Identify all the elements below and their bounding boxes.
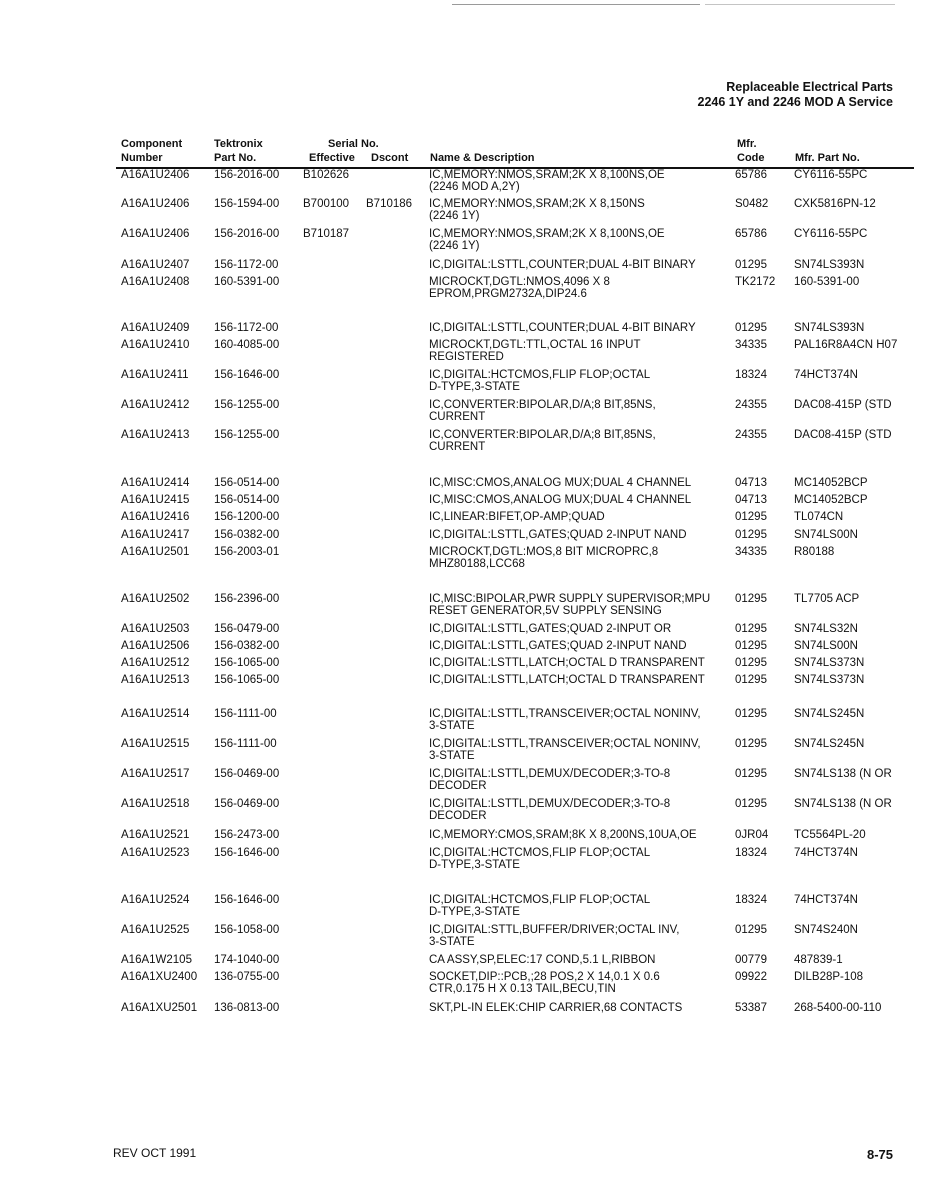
column-header-component-line-2: Number [121, 152, 163, 164]
part-description [429, 738, 701, 762]
mfr-code: 01295 [735, 708, 767, 720]
description-line: IC,LINEAR:BIFET,OP-AMP;QUAD [429, 511, 605, 523]
tektronix-part-number: 156-0479-00 [214, 623, 280, 635]
part-description [429, 477, 691, 489]
description-line: IC,DIGITAL:HCTCMOS,FLIP FLOP;OCTAL [429, 894, 651, 906]
mfr-code: 01295 [735, 674, 767, 686]
description-line: IC,DIGITAL:HCTCMOS,FLIP FLOP;OCTAL [429, 369, 651, 381]
part-description [429, 322, 696, 334]
column-header-mfr-code-line-1: Mfr. [737, 138, 757, 150]
mfr-code: 18324 [735, 847, 767, 859]
column-header-tektronix-line-1: Tektronix [214, 138, 263, 150]
component-number: A16A1U2502 [121, 593, 190, 605]
mfr-code: 01295 [735, 798, 767, 810]
description-line: IC,DIGITAL:LSTTL,GATES;QUAD 2-INPUT NAND [429, 640, 687, 652]
component-number: A16A1U2413 [121, 429, 190, 441]
column-header-component [121, 137, 182, 165]
component-number: A16A1U2513 [121, 674, 190, 686]
mfr-part-number: 268-5400-00-110 [794, 1002, 882, 1014]
part-description [429, 494, 691, 506]
mfr-part-number: SN74LS245N [794, 738, 865, 750]
description-line: IC,DIGITAL:LSTTL,LATCH;OCTAL D TRANSPARENT [429, 657, 705, 669]
mfr-code: 65786 [735, 228, 767, 240]
mfr-part-number: SN74LS393N [794, 259, 865, 271]
component-number: A16A1W2105 [121, 954, 192, 966]
mfr-code: 01295 [735, 623, 767, 635]
component-number: A16A1U2412 [121, 399, 190, 411]
column-header-serial-title: Serial No. [328, 138, 379, 150]
description-line: IC,MISC:CMOS,ANALOG MUX;DUAL 4 CHANNEL [429, 494, 692, 506]
description-line: IC,MISC:BIPOLAR,PWR SUPPLY SUPERVISOR;MPU [429, 593, 711, 605]
component-number: A16A1U2408 [121, 276, 190, 288]
title-line-2: 2246 1Y and 2246 MOD A Service [697, 95, 893, 109]
description-line: CURRENT [429, 411, 486, 423]
tektronix-part-number: 156-0382-00 [214, 529, 280, 541]
component-number: A16A1XU2400 [121, 971, 198, 983]
description-line: IC,DIGITAL:LSTTL,COUNTER;DUAL 4-BIT BINARY [429, 322, 696, 334]
description-line: IC,MEMORY:NMOS,SRAM;2K X 8,150NS [429, 198, 645, 210]
part-description [429, 708, 701, 732]
description-line: DECODER [429, 780, 487, 792]
part-description [429, 847, 650, 871]
description-line: SOCKET,DIP::PCB,;28 POS,2 X 14,0.1 X 0.6 [429, 971, 660, 983]
component-number: A16A1U2414 [121, 477, 190, 489]
component-number: A16A1U2417 [121, 529, 190, 541]
mfr-part-number: CY6116-55PC [794, 228, 868, 240]
component-number: A16A1U2501 [121, 546, 190, 558]
part-description [429, 954, 656, 966]
tektronix-part-number: 160-4085-00 [214, 339, 280, 351]
tektronix-part-number: 174-1040-00 [214, 954, 280, 966]
mfr-code: 65786 [735, 169, 767, 181]
component-number: A16A1U2514 [121, 708, 190, 720]
part-description [429, 369, 650, 393]
column-header-mfr-part: Mfr. Part No. [795, 152, 860, 164]
mfr-code: 24355 [735, 429, 767, 441]
mfr-part-number: 160-5391-00 [794, 276, 860, 288]
component-number: A16A1U2409 [121, 322, 190, 334]
mfr-part-number: MC14052BCP [794, 494, 868, 506]
component-number: A16A1U2503 [121, 623, 190, 635]
part-description [429, 399, 656, 423]
component-number: A16A1U2410 [121, 339, 190, 351]
mfr-code: 34335 [735, 546, 767, 558]
mfr-part-number: DILB28P-108 [794, 971, 864, 983]
component-number: A16A1U2407 [121, 259, 190, 271]
mfr-code: 34335 [735, 339, 767, 351]
mfr-code: 01295 [735, 738, 767, 750]
component-number: A16A1U2521 [121, 829, 190, 841]
description-line: IC,DIGITAL:LSTTL,GATES;QUAD 2-INPUT NAND [429, 529, 687, 541]
top-rule [452, 4, 700, 5]
tektronix-part-number: 156-1646-00 [214, 894, 280, 906]
description-line: IC,MEMORY:CMOS,SRAM;8K X 8,200NS,10UA,OE [429, 829, 697, 841]
description-line: IC,MEMORY:NMOS,SRAM;2K X 8,100NS,OE [429, 169, 665, 181]
serial-effective: B700100 [303, 198, 350, 210]
mfr-part-number: 487839-1 [794, 954, 843, 966]
description-line: IC,CONVERTER:BIPOLAR,D/A;8 BIT,85NS, [429, 429, 656, 441]
tektronix-part-number: 156-1111-00 [214, 738, 277, 750]
column-header-mfr-code [737, 137, 765, 165]
mfr-code: 01295 [735, 657, 767, 669]
mfr-code: 04713 [735, 494, 767, 506]
mfr-code: 01295 [735, 924, 767, 936]
column-header-effective: Effective [309, 152, 355, 164]
tektronix-part-number: 156-1255-00 [214, 429, 280, 441]
mfr-part-number: PAL16R8A4CN H07 [794, 339, 898, 351]
mfr-part-number: TL7705 ACP [794, 593, 860, 605]
part-description [429, 339, 641, 363]
serial-effective: B710187 [303, 228, 350, 240]
tektronix-part-number: 156-2473-00 [214, 829, 280, 841]
column-header-dscont: Dscont [371, 152, 409, 164]
page-title [698, 80, 893, 110]
tektronix-part-number: 156-1646-00 [214, 847, 280, 859]
tektronix-part-number: 156-0469-00 [214, 768, 280, 780]
description-line: D-TYPE,3-STATE [429, 381, 520, 393]
mfr-code: 01295 [735, 593, 767, 605]
mfr-part-number: SN74LS32N [794, 623, 858, 635]
component-number: A16A1U2506 [121, 640, 190, 652]
tektronix-part-number: 156-1172-00 [214, 322, 279, 334]
part-description [429, 429, 656, 453]
component-number: A16A1U2517 [121, 768, 190, 780]
component-number: A16A1U2411 [121, 369, 189, 381]
part-description [429, 546, 658, 570]
revision-date: REV OCT 1991 [113, 1146, 197, 1160]
mfr-code: 01295 [735, 259, 767, 271]
tektronix-part-number: 156-2003-01 [214, 546, 280, 558]
component-number: A16A1U2525 [121, 924, 190, 936]
description-line: IC,DIGITAL:LSTTL,LATCH;OCTAL D TRANSPARENT [429, 674, 705, 686]
mfr-code: 01295 [735, 768, 767, 780]
tektronix-part-number: 156-1172-00 [214, 259, 279, 271]
description-line: IC,DIGITAL:LSTTL,TRANSCEIVER;OCTAL NONINV, [429, 738, 701, 750]
description-line: MICROCKT,DGTL:MOS,8 BIT MICROPRC,8 [429, 546, 659, 558]
mfr-part-number: 74HCT374N [794, 894, 858, 906]
description-line: CTR,0.175 H X 0.13 TAIL,BECU,TIN [429, 983, 616, 995]
description-line: IC,MEMORY:NMOS,SRAM;2K X 8,100NS,OE [429, 228, 665, 240]
tektronix-part-number: 156-0469-00 [214, 798, 280, 810]
tektronix-part-number: 156-1111-00 [214, 708, 277, 720]
component-number: A16A1U2406 [121, 198, 190, 210]
mfr-code: 01295 [735, 529, 767, 541]
column-header-name-description: Name & Description [430, 152, 535, 164]
tektronix-part-number: 156-1646-00 [214, 369, 280, 381]
part-description [429, 924, 679, 948]
description-line: IC,DIGITAL:LSTTL,TRANSCEIVER;OCTAL NONINV, [429, 708, 701, 720]
page-number: 8-75 [866, 1147, 893, 1162]
mfr-part-number: SN74LS245N [794, 708, 865, 720]
description-line: 3-STATE [429, 750, 475, 762]
tektronix-part-number: 156-0382-00 [214, 640, 280, 652]
description-line: 3-STATE [429, 936, 475, 948]
description-line: IC,DIGITAL:STTL,BUFFER/DRIVER;OCTAL INV, [429, 924, 680, 936]
mfr-part-number: TL074CN [794, 511, 844, 523]
column-header-tektronix-line-2: Part No. [214, 152, 257, 164]
description-line: REGISTERED [429, 351, 504, 363]
description-line: EPROM,PRGM2732A,DIP24.6 [429, 288, 587, 300]
part-description [429, 169, 665, 193]
component-number: A16A1U2415 [121, 494, 190, 506]
part-description [429, 511, 605, 523]
part-description [429, 894, 650, 918]
tektronix-part-number: 156-1200-00 [214, 511, 280, 523]
tektronix-part-number: 156-1594-00 [214, 198, 280, 210]
component-number: A16A1U2524 [121, 894, 190, 906]
component-number: A16A1U2416 [121, 511, 190, 523]
description-line: (2246 1Y) [429, 240, 480, 252]
description-line: SKT,PL-IN ELEK:CHIP CARRIER,68 CONTACTS [429, 1002, 683, 1014]
description-line: MICROCKT,DGTL:NMOS,4096 X 8 [429, 276, 610, 288]
description-line: IC,DIGITAL:LSTTL,DEMUX/DECODER;3-TO-8 [429, 798, 671, 810]
mfr-part-number: DAC08-415P (STD [794, 399, 892, 411]
tektronix-part-number: 156-0514-00 [214, 494, 280, 506]
tektronix-part-number: 136-0813-00 [214, 1002, 280, 1014]
mfr-code: 18324 [735, 894, 767, 906]
mfr-code: 24355 [735, 399, 767, 411]
tektronix-part-number: 160-5391-00 [214, 276, 280, 288]
mfr-part-number: DAC08-415P (STD [794, 429, 892, 441]
column-header-mfr-code-line-2: Code [737, 152, 765, 164]
mfr-part-number: 74HCT374N [794, 847, 858, 859]
mfr-part-number: SN74LS138 (N OR [794, 798, 892, 810]
part-description [429, 198, 645, 222]
description-line: MHZ80188,LCC68 [429, 558, 525, 570]
description-line: IC,CONVERTER:BIPOLAR,D/A;8 BIT,85NS, [429, 399, 656, 411]
mfr-code: S0482 [735, 198, 769, 210]
mfr-code: 01295 [735, 640, 767, 652]
serial-effective: B102626 [303, 169, 350, 181]
mfr-code: 0JR04 [735, 829, 769, 841]
description-line: (2246 MOD A,2Y) [429, 181, 520, 193]
mfr-part-number: SN74LS138 (N OR [794, 768, 892, 780]
part-description [429, 529, 687, 541]
description-line: IC,MISC:CMOS,ANALOG MUX;DUAL 4 CHANNEL [429, 477, 692, 489]
description-line: (2246 1Y) [429, 210, 480, 222]
component-number: A16A1U2406 [121, 228, 190, 240]
mfr-part-number: CXK5816PN-12 [794, 198, 876, 210]
mfr-part-number: SN74LS373N [794, 657, 865, 669]
component-number: A16A1U2512 [121, 657, 190, 669]
mfr-part-number: CY6116-55PC [794, 169, 868, 181]
description-line: IC,DIGITAL:HCTCMOS,FLIP FLOP;OCTAL [429, 847, 651, 859]
part-description [429, 593, 710, 617]
part-description [429, 829, 697, 841]
mfr-part-number: SN74LS373N [794, 674, 865, 686]
description-line: D-TYPE,3-STATE [429, 906, 520, 918]
mfr-part-number: SN74LS393N [794, 322, 865, 334]
mfr-part-number: MC14052BCP [794, 477, 868, 489]
component-number: A16A1U2515 [121, 738, 190, 750]
part-description [429, 1002, 682, 1014]
mfr-code: 09922 [735, 971, 767, 983]
tektronix-part-number: 156-1065-00 [214, 674, 280, 686]
component-number: A16A1XU2501 [121, 1002, 198, 1014]
description-line: D-TYPE,3-STATE [429, 859, 520, 871]
mfr-code: 01295 [735, 322, 767, 334]
component-number: A16A1U2523 [121, 847, 190, 859]
tektronix-part-number: 156-2396-00 [214, 593, 280, 605]
tektronix-part-number: 136-0755-00 [214, 971, 280, 983]
mfr-code: 00779 [735, 954, 767, 966]
mfr-part-number: 74HCT374N [794, 369, 858, 381]
tektronix-part-number: 156-1255-00 [214, 399, 280, 411]
part-description [429, 768, 670, 792]
mfr-part-number: SN74LS00N [794, 640, 858, 652]
mfr-part-number: TC5564PL-20 [794, 829, 866, 841]
mfr-code: 04713 [735, 477, 767, 489]
description-line: IC,DIGITAL:LSTTL,GATES;QUAD 2-INPUT OR [429, 623, 672, 635]
mfr-part-number: R80188 [794, 546, 835, 558]
mfr-code: 01295 [735, 511, 767, 523]
description-line: IC,DIGITAL:LSTTL,DEMUX/DECODER;3-TO-8 [429, 768, 671, 780]
part-description [429, 657, 705, 669]
component-number: A16A1U2518 [121, 798, 190, 810]
part-description [429, 640, 687, 652]
part-description [429, 623, 671, 635]
part-description [429, 798, 670, 822]
tektronix-part-number: 156-1065-00 [214, 657, 280, 669]
part-description [429, 228, 665, 252]
mfr-code: 53387 [735, 1002, 767, 1014]
serial-dscont: B710186 [366, 198, 413, 210]
component-number: A16A1U2406 [121, 169, 190, 181]
tektronix-part-number: 156-0514-00 [214, 477, 280, 489]
mfr-part-number: SN74S240N [794, 924, 858, 936]
tektronix-part-number: 156-2016-00 [214, 169, 280, 181]
part-description [429, 674, 705, 686]
tektronix-part-number: 156-2016-00 [214, 228, 280, 240]
column-header-component-line-1: Component [121, 138, 183, 150]
mfr-part-number: SN74LS00N [794, 529, 858, 541]
description-line: DECODER [429, 810, 487, 822]
description-line: RESET GENERATOR,5V SUPPLY SENSING [429, 605, 662, 617]
part-description [429, 971, 660, 995]
description-line: CA ASSY,SP,ELEC:17 COND,5.1 L,RIBBON [429, 954, 656, 966]
mfr-code: TK2172 [735, 276, 776, 288]
mfr-code: 18324 [735, 369, 767, 381]
tektronix-part-number: 156-1058-00 [214, 924, 280, 936]
part-description [429, 259, 696, 271]
part-description [429, 276, 610, 300]
top-rule-faint [705, 4, 895, 5]
description-line: MICROCKT,DGTL:TTL,OCTAL 16 INPUT [429, 339, 641, 351]
description-line: 3-STATE [429, 720, 475, 732]
title-line-1: Replaceable Electrical Parts [726, 80, 893, 94]
description-line: IC,DIGITAL:LSTTL,COUNTER;DUAL 4-BIT BINARY [429, 259, 696, 271]
description-line: CURRENT [429, 441, 486, 453]
column-header-tektronix [214, 137, 263, 165]
